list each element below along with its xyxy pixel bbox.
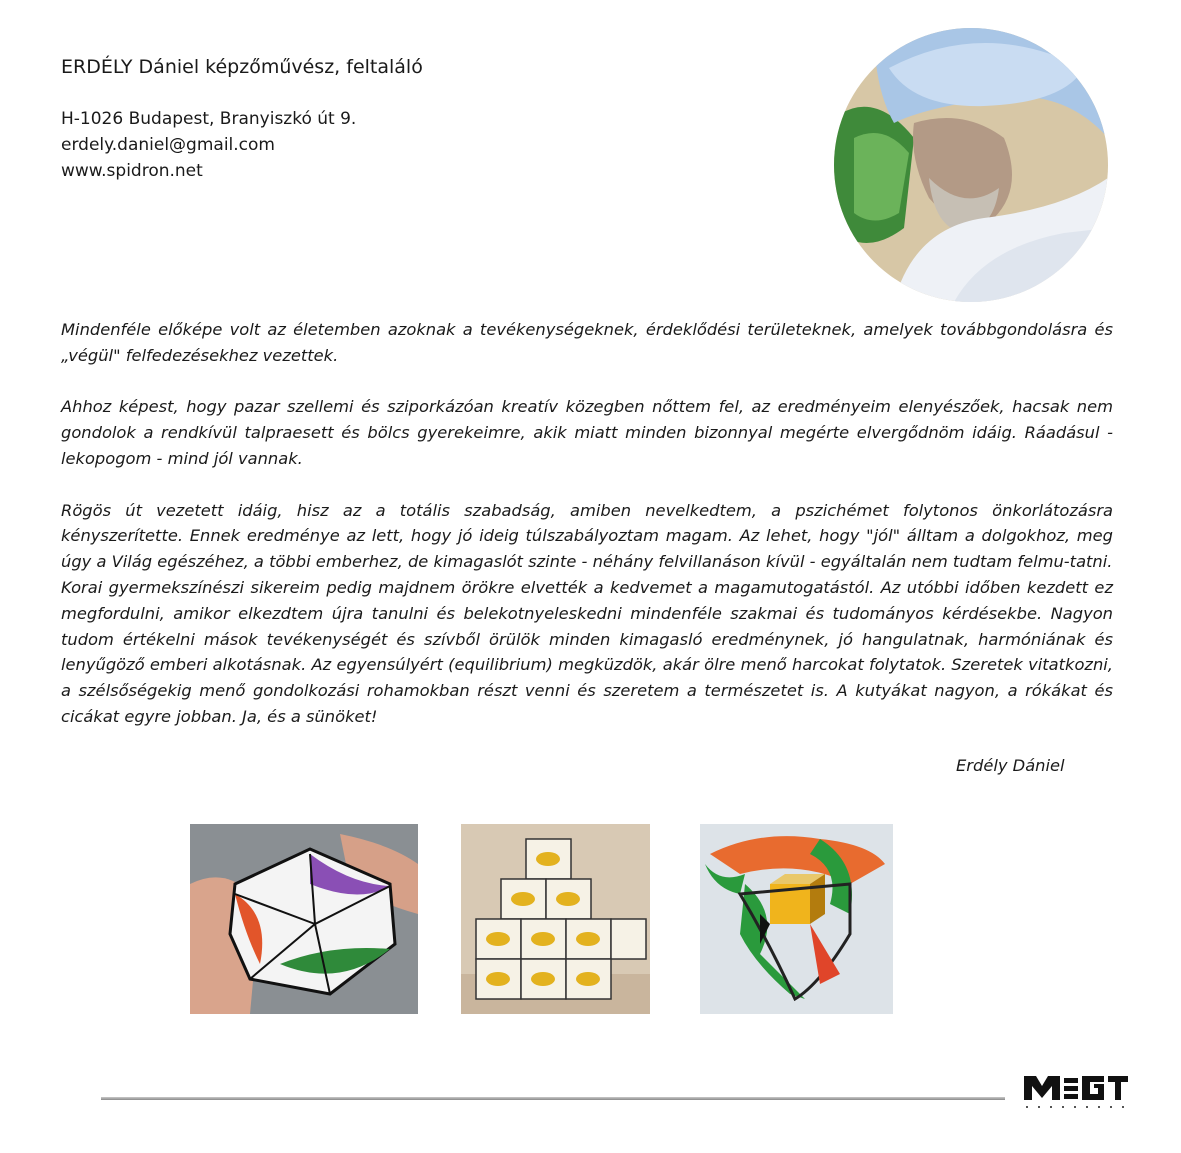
paragraph-1: Mindenféle előképe volt az életemben azoknak a tevékenységeknek, érdeklődési területeknek, amelyek továbbgondolásra és „végül" felfedezésekhez vezettek. <box>61 320 1113 365</box>
artwork-photo-cube-stack <box>461 824 650 1014</box>
artwork-photo-spiral-sculpture <box>700 824 893 1014</box>
paragraph-2: Ahhoz képest, hogy pazar szellemi és sziporkázóan kreatív közegben nőttem fel, az eredményeim elenyészőek, hacsak nem gondolok a rendkívül talpraesett és bölcs gyerekeimre, akik miatt minden bizonnyal megérte elvergődnöm idáig. Ráadásul - lekopogom - mind jól vannak. <box>61 397 1113 468</box>
artwork-photo-spidron-ball <box>190 824 418 1014</box>
biography-text <box>61 317 1113 730</box>
paragraph-4: Korai gyermekszínészi sikereim pedig majdnem örökre elvették a kedvemet a magamutogatástól. Az utóbbi időben kezdett ez megfordulni, amikor elkezdtem újra tanulni és belekotnyeleskedni mindenféle szakmai és tudományos kérdésekbe. Nagyon tudom értékelni mások tevékenységét és szívből örülök minden kimagasló eredménynek, jó hangulatnak, harmóniának és lenyűgöző emberi alkotásnak. Az egyensúlyért (equilibrium) megküzdök, akár ölre menő harcokat folytatok. Szeretek vitatkozni, a szélsőségekig menő gondolkozási rohamokban részt venni és szeretem a természetet is. A kutyákat nagyon, a rókákat és cicákat egyre jobban. Ja, és a sünöket! <box>61 577 1113 726</box>
address: H-1026 Budapest, Branyiszkó út 9. <box>61 109 357 129</box>
website-link[interactable]: www.spidron.net <box>61 161 203 181</box>
portrait-photo <box>834 28 1108 302</box>
signature: Erdély Dániel <box>956 756 1065 775</box>
contact-header <box>61 54 781 184</box>
artist-name: ERDÉLY Dániel képzőművész, feltaláló <box>61 56 423 78</box>
publisher-logo <box>1020 1064 1132 1110</box>
paragraph-3: Rögös út vezetett idáig, hisz az a totális szabadság, amiben nevelkedtem, a pszichémet folytonos önkorlátozásra kényszerítette. Ennek eredménye az lett, hogy jó ideig túlszabályoztam magam. Az lehet, hogy "jól" álltam a dolgokhoz, meg úgy a Világ egészéhez, a többi emberhez, de kimagaslót szinte - néhány felvillanáson kívül - egyáltalán nem tudtam felmu-tatni. <box>61 500 1113 572</box>
email-link[interactable]: erdely.daniel@gmail.com <box>61 135 275 155</box>
footer-divider <box>101 1097 1005 1100</box>
